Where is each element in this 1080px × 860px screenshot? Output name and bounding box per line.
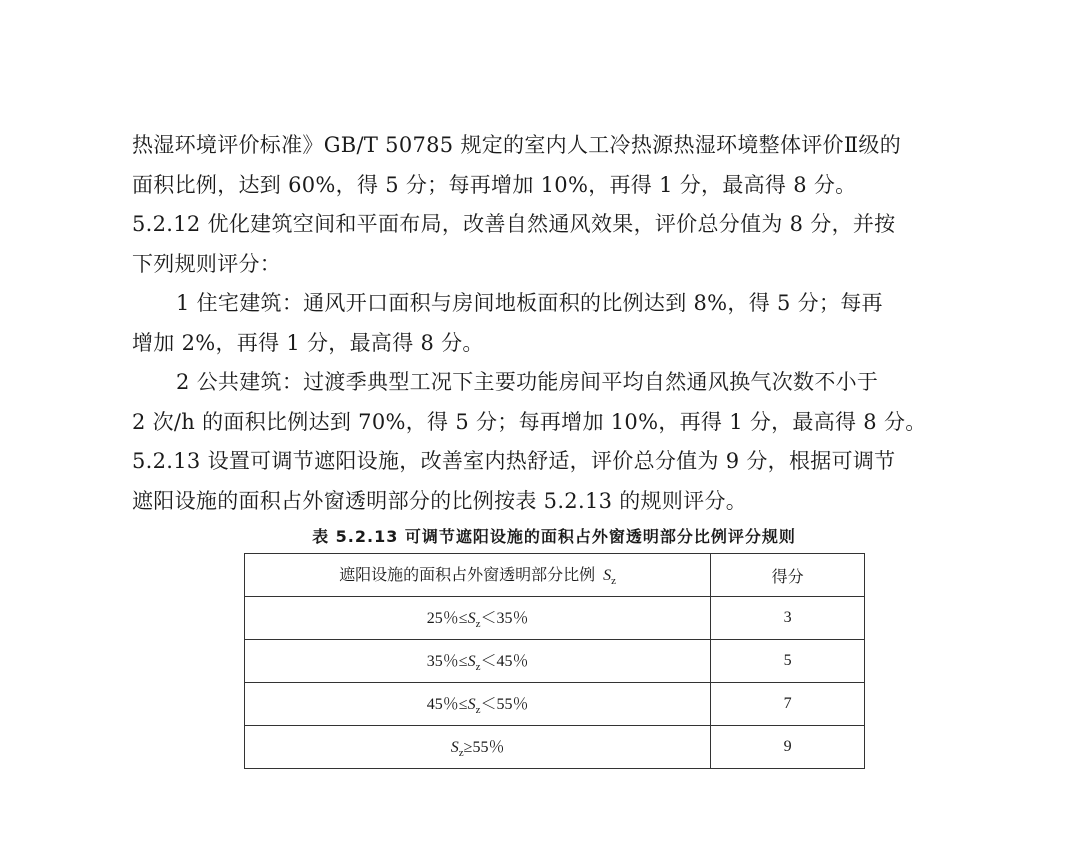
ratio-cell: 35％$\le S_z<45$％ <box>245 640 711 683</box>
item-public-building: 2 公共建筑：过渡季典型工况下主要功能房间平均自然通风换气次数不小于 <box>176 370 879 394</box>
table-row <box>245 640 865 683</box>
body-text <box>132 126 952 521</box>
clause-5-2-13-heading: 5.2.13 设置可调节遮阳设施，改善室内热舒适，评价总分值为 9 分，根据可调节 <box>132 449 896 473</box>
table-header-row <box>245 554 865 597</box>
paragraph-line: 增加 2%，再得 1 分，最高得 8 分。 <box>132 330 484 355</box>
header-ratio-cell <box>245 554 711 597</box>
table-row <box>245 726 865 769</box>
paragraph-line: 下列规则评分： <box>132 251 282 276</box>
score-cell: 3 <box>711 597 865 640</box>
ratio-cell: $S_z\ge 55$％ <box>245 726 711 769</box>
table-row <box>245 597 865 640</box>
paragraph-line: 遮阳设施的面积占外窗透明部分的比例按表 5.2.13 的规则评分。 <box>132 488 748 513</box>
score-cell: 9 <box>711 726 865 769</box>
table-caption: 表 5.2.13 可调节遮阳设施的面积占外窗透明部分比例评分规则 <box>312 527 796 546</box>
ratio-cell: 25％$\le S_z<35$％ <box>245 597 711 640</box>
score-cell: 7 <box>711 683 865 726</box>
ratio-cell: 45％$\le S_z<55$％ <box>245 683 711 726</box>
paragraph-line: 2 次/h 的面积比例达到 70%，得 5 分；每再增加 10%，再得 1 分，最高得 8 分。 <box>132 409 927 434</box>
header-score-cell: 得分 <box>711 554 865 597</box>
item-residential: 1 住宅建筑：通风开口面积与房间地板面积的比例达到 8%，得 5 分；每再 <box>176 291 883 315</box>
header-ratio-label: 遮阳设施的面积占外窗透明部分比例 <box>339 567 596 585</box>
clause-5-2-12-heading: 5.2.12 优化建筑空间和平面布局，改善自然通风效果，评价总分值为 8 分，并按 <box>132 212 896 236</box>
header-symbol: $S_z$ <box>603 567 617 588</box>
score-cell: 5 <box>711 640 865 683</box>
paragraph-line: 面积比例，达到 60%，得 5 分；每再增加 10%，再得 1 分，最高得 8 分。 <box>132 172 857 197</box>
paragraph-line: 热湿环境评价标准》GB/T 50785 规定的室内人工冷热源热湿环境整体评价Ⅱ级的 <box>132 133 902 157</box>
table-row <box>245 683 865 726</box>
scoring-table <box>244 553 865 769</box>
